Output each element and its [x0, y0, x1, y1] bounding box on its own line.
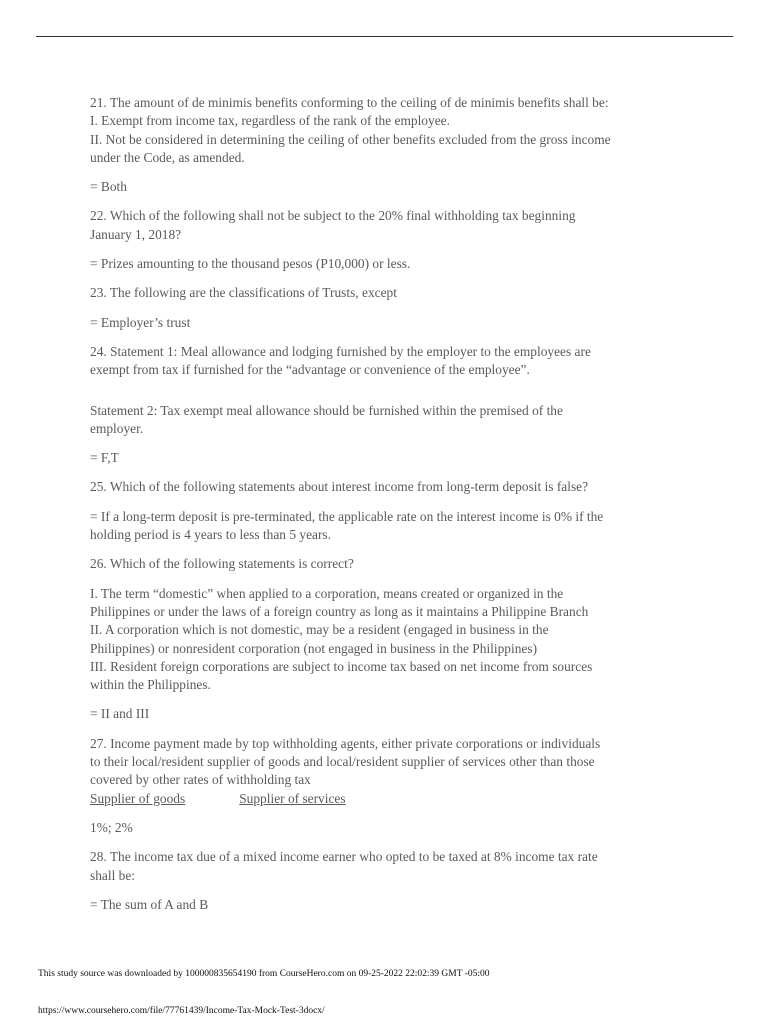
answer-28-text: = The sum of A and B	[90, 896, 209, 912]
question-26-line-3: II. A corporation which is not domestic, may be a resident (engaged in business in the	[90, 622, 549, 638]
question-22	[90, 207, 690, 244]
question-24-line-1: 24. Statement 1: Meal allowance and lodging furnished by the employer to the employees are	[90, 343, 591, 359]
question-26-statements	[90, 585, 690, 695]
answer-22	[90, 255, 690, 273]
answer-25-line-2: holding period is 4 years to less than 5 years.	[90, 527, 331, 543]
answer-25-line-1: = If a long-term deposit is pre-terminated, the applicable rate on the interest income is 0% if the	[90, 508, 604, 524]
question-24-line-4: employer.	[90, 420, 144, 436]
answer-25	[90, 508, 690, 545]
answer-22-text: = Prizes amounting to the thousand pesos (P10,000) or less.	[90, 256, 411, 272]
question-25	[90, 478, 690, 496]
download-notice: This study source was downloaded by 100000835654190 from CourseHero.com on 09-25-2022 22:02:39 GMT -05:00	[38, 969, 490, 979]
question-24-statement-2	[90, 402, 690, 439]
question-26-line-5: III. Resident foreign corporations are subject to income tax based on net income from sources	[90, 658, 593, 674]
question-28-line-2: shall be:	[90, 867, 135, 883]
answer-21	[90, 178, 690, 196]
question-24-statement-1	[90, 343, 690, 380]
question-27	[90, 735, 690, 808]
answer-28	[90, 896, 690, 914]
question-22-line-1: 22. Which of the following shall not be subject to the 20% final withholding tax beginning	[90, 208, 576, 224]
question-23	[90, 284, 690, 302]
question-22-line-2: January 1, 2018?	[90, 226, 182, 242]
question-26-prompt: 26. Which of the following statements is correct?	[90, 556, 354, 572]
question-25-line-1: 25. Which of the following statements about interest income from long-term deposit is false?	[90, 479, 589, 495]
supplier-goods-header: Supplier of goods	[90, 790, 186, 806]
question-26-line-4: Philippines) or nonresident corporation (not engaged in business in the Philippines)	[90, 640, 538, 656]
question-23-line-1: 23. The following are the classifications of Trusts, except	[90, 285, 397, 301]
question-26-line-6: within the Philippines.	[90, 677, 211, 693]
question-21	[90, 94, 690, 167]
answer-23-text: = Employer’s trust	[90, 314, 191, 330]
question-24-line-3: Statement 2: Tax exempt meal allowance should be furnished within the premised of the	[90, 402, 563, 418]
answer-24	[90, 449, 690, 467]
answer-26	[90, 705, 690, 723]
supplier-columns	[90, 790, 690, 808]
question-28-line-1: 28. The income tax due of a mixed income earner who opted to be taxed at 8% income tax rate	[90, 849, 598, 865]
source-url-link[interactable]: https://www.coursehero.com/file/77761439/Income-Tax-Mock-Test-3docx/	[38, 1006, 325, 1016]
question-21-line-2: I. Exempt from income tax, regardless of the rank of the employee.	[90, 113, 450, 129]
answer-23	[90, 314, 690, 332]
answer-27-text: 1%; 2%	[90, 819, 133, 835]
question-26-line-2: Philippines or under the laws of a foreign country as long as it maintains a Philippine Branch	[90, 603, 589, 619]
question-26	[90, 555, 690, 573]
top-divider	[36, 36, 733, 37]
document-body	[90, 94, 690, 925]
question-21-line-4: under the Code, as amended.	[90, 149, 245, 165]
question-28	[90, 848, 690, 885]
question-21-line-3: II. Not be considered in determining the ceiling of other benefits excluded from the gross income	[90, 131, 611, 147]
question-21-line-1: 21. The amount of de minimis benefits conforming to the ceiling of de minimis benefits shall be:	[90, 95, 609, 110]
question-27-line-3: covered by other rates of withholding tax	[90, 772, 311, 788]
answer-26-text: = II and III	[90, 706, 150, 722]
answer-27	[90, 819, 690, 837]
supplier-services-header: Supplier of services	[239, 790, 346, 806]
question-27-line-2: to their local/resident supplier of goods and local/resident supplier of services other than those	[90, 754, 595, 770]
question-27-line-1: 27. Income payment made by top withholding agents, either private corporations or individuals	[90, 735, 601, 751]
answer-24-text: = F,T	[90, 450, 119, 466]
question-24-line-2: exempt from tax if furnished for the “advantage or convenience of the employee”.	[90, 362, 530, 378]
question-26-line-1: I. The term “domestic” when applied to a corporation, means created or organized in the	[90, 585, 564, 601]
answer-21-text: = Both	[90, 179, 127, 195]
